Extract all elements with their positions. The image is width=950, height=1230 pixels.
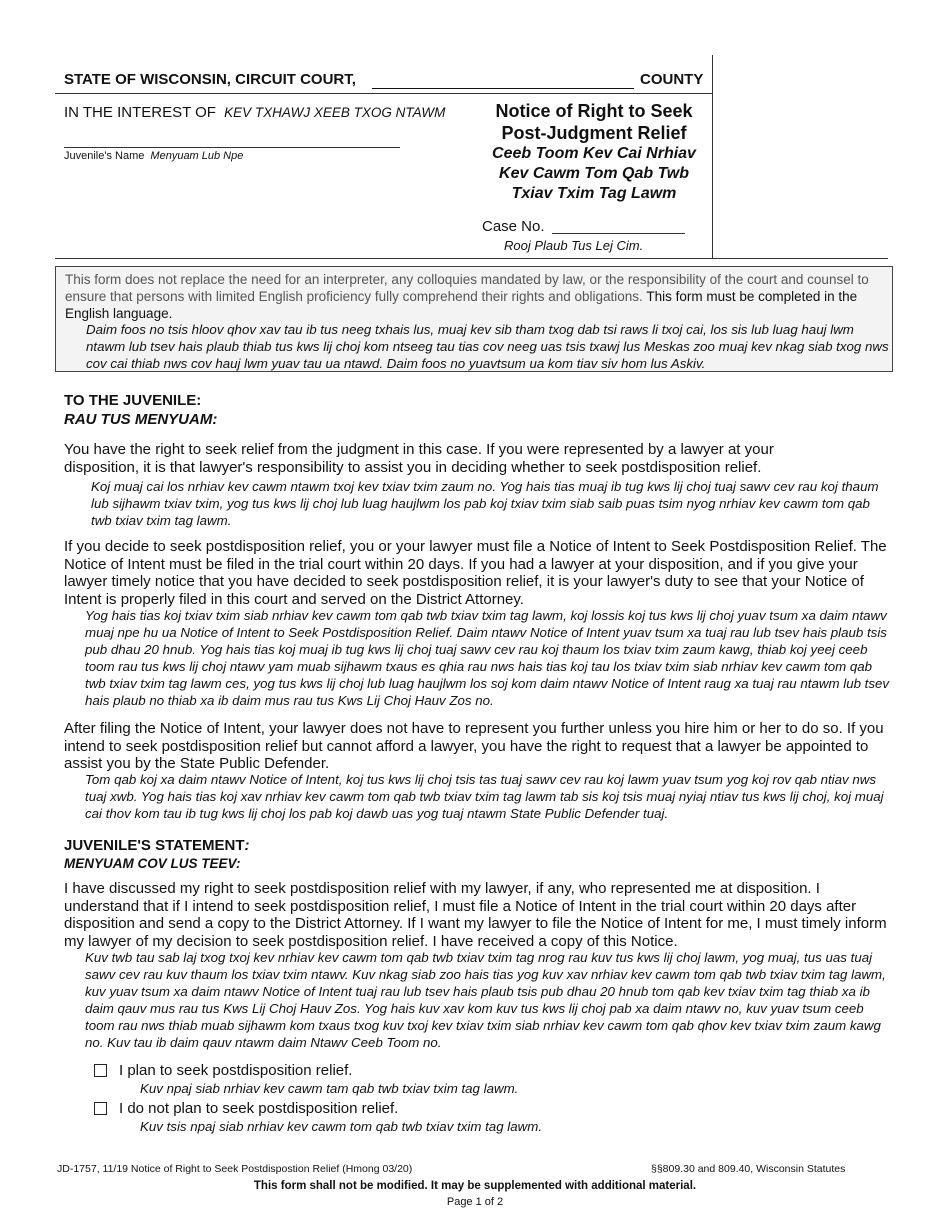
county-label: COUNTY xyxy=(640,71,704,88)
statement-heading-hmong: MENYUAM COV LUS TEEV: xyxy=(64,856,241,871)
statement-heading-colon: : xyxy=(244,837,250,854)
to-juvenile-heading: TO THE JUVENILE: xyxy=(64,392,202,409)
interest-label-hmong: KEV TXHAWJ XEEB TXOG NTAWM xyxy=(224,105,446,120)
statement-heading xyxy=(64,837,250,854)
header-top-rule xyxy=(55,93,712,94)
paragraph-3-hmong: Tom qab koj xa daim ntawv Notice of Intent, koj tus kws lij choj tsis tas tuaj sawv cev rau koj lawm yuav tsum yog koj rov qab ntiav nws tuaj xwb. Yog hais tias koj xav nrhiav kev cawm tom qab twb txiav txim tag lawm tab sis koj tsis muaj nyiaj ntiav tus kws lij choj, koj muaj cai thov kom tau ib tug kws lij choj los pab koj dawb uas yog tuaj ntawm State Public Defender tuaj. xyxy=(85,772,884,821)
paragraph-3: After filing the Notice of Intent, your lawyer does not have to represent you further unless you hire him or her to do so. If you intend to seek postdisposition relief but cannot afford a lawyer, you have the right to request that a lawyer be appointed to assist you by the State Public Defender. xyxy=(64,720,884,772)
option-plan-to-seek-hmong: Kuv npaj siab nrhiav kev cawm tam qab twb txiav txim tag lawm. xyxy=(140,1081,519,1096)
statement-paragraph-hmong: Kuv twb tau sab laj txog txoj kev nrhiav kev cawm tom qab twb txiav txim tag nrog rau kuv tus kws lij choj lawm, yog muaj, tus uas tuaj sawv cev rau kuv thaum los txiav txim ntawv. Kuv nkag siab zoo hais tias yog kuv xav nrhiav kev cawm tom qab twb txiav txim tag lawm, kuv yuav tsum xa daim ntawv Notice of Intent tuaj rau lub tsev hais plaub tsis pub dhau 20 hnub tom qab kev txiav txim tag thiab xa ib daim qauv mus rau tus Kws Lij Choj Hauv Zos. Yog hais kuv xav kom kuv tus kws lij choj pab xa daim ntawv no, kuv yuav tsum ceeb toom rau nws thiab muab sijhawm kom txaus txog kuv txoj kev txiav txim siab nrhiav kev cawm tom qab qhov kev txiav txim zaum kawg no. Kuv tau ib daim qauv ntawm daim Ntawv Ceeb Toom no. xyxy=(85,950,886,1050)
interest-label-en: IN THE INTEREST OF xyxy=(64,104,216,121)
paragraph-2-hmong: Yog hais tias koj txiav txim siab nrhiav kev cawm tom qab twb txiav txim tag lawm, koj lossis koj tus kws lij choj yuav tsum xa daim ntawv muaj npe hu ua Notice of Intent to Seek Postdisposition Relief. Daim ntawv Notice of Intent yuav tsum xa tuaj rau lub tsev hais plaub tsis pub dhau 20 hnub. Yog hais tias koj muaj ib tug kws lij choj tuaj sawv cev rau koj thaum los txiav txim zaum kawg, thiab koj yeej ceeb toom rau tus kws lij choj ntawv yam muab sijhawm txaus es qhia rau nws hais tias koj tau los txiav txim siab nrhiav kev cawm tom qab twb txiav txim tag lawm ces, yog tus kws lij choj lub luag haujlwm los soj kom daim ntawv Notice of Intent raug xa tuaj rau ntawm lub tsev hais plaub no thiab xa ib daim mus rau tus Kws Lij Choj Hauv Zos no. xyxy=(85,608,890,708)
juvenile-name-label xyxy=(64,150,243,162)
court-name-blank[interactable] xyxy=(372,88,634,89)
footer-statutes: §§809.30 and 809.40, Wisconsin Statutes xyxy=(651,1163,846,1175)
interpreter-notice-box xyxy=(55,266,893,372)
notice-english-gray: This form does not replace the need for an interpreter, any colloquies mandated by law, or the responsibility of the court and counsel to ensure that persons with limited English proficiency fully comprehend their rights and obligations. xyxy=(65,272,869,304)
option-not-plan-to-seek-hmong: Kuv tsis npaj siab nrhiav kev cawm tom qab twb txiav txim tag lawm. xyxy=(140,1119,543,1134)
option-not-plan-to-seek: I do not plan to seek postdisposition relief. xyxy=(119,1100,399,1117)
juvenile-name-blank[interactable] xyxy=(64,147,400,148)
plan-to-seek-checkbox[interactable] xyxy=(94,1064,107,1077)
footer-page-number: Page 1 of 2 xyxy=(446,1196,504,1208)
notice-english xyxy=(65,271,887,322)
header-bottom-rule xyxy=(55,258,888,259)
paragraph-1-hmong: Koj muaj cai los nrhiav kev cawm ntawm txoj kev txiav txim zaum no. Yog hais tias muaj ib tug kws lij choj tuaj sawv cev rau koj thaum lub sijhawm txiav txim, yog tus kws lij choj lub luag haujlwm los pab koj txiav txim siab saib puas tsim nyog nrhiav kev cawm tom qab twb txiav txim tag lawm. xyxy=(91,479,879,528)
juvenile-name-label-hmong: Menyuam Lub Npe xyxy=(150,150,244,162)
statement-heading-text: JUVENILE'S STATEMENT xyxy=(64,837,245,854)
title-hmong-line-2: Kev Cawm Tom Qab Twb xyxy=(499,165,689,182)
paragraph-1: You have the right to seek relief from the judgment in this case. If you were represented by a lawyer at your disposition, it is that lawyer's responsibility to assist you in deciding whether to seek postdisposition relief. xyxy=(64,441,774,476)
case-no-blank[interactable] xyxy=(552,233,685,234)
to-juvenile-heading-hmong: RAU TUS MENYUAM: xyxy=(64,411,218,428)
case-no-label: Case No. xyxy=(482,218,545,235)
case-no-hmong: Rooj Plaub Tus Lej Cim. xyxy=(504,238,644,253)
notice-hmong: Daim foos no tsis hloov qhov xav tau ib tus neeg txhais lus, muaj kev sib tham txog dab tsi raws li txoj cai, los sis lub luag hauj lwm ntawm lub tsev hais plaub thiab tus kws lij choj kom ntseeg tau tias cov neeg uas tsis txawj lus Meskas zoo muaj kev nkag siab txog nws cov cai thiab nws cov hauj lwm yuav tau ua ntawd. Daim foos no yuavtsum ua kom tiav siv hom lus Askiv. xyxy=(86,322,889,371)
statement-paragraph: I have discussed my right to seek postdisposition relief with my lawyer, if any, who represented me at disposition. I understand that if I intend to seek postdisposition relief, I must file a Notice of Intent in the trial court within 20 days after disposition and send a copy to the District Attorney. If I want my lawyer to file the Notice of Intent for me, I must timely inform my lawyer of my decision to seek postdisposition relief. I have received a copy of this Notice. xyxy=(64,880,887,950)
title-line-2: Post-Judgment Relief xyxy=(501,123,687,143)
paragraph-2: If you decide to seek postdisposition relief, you or your lawyer must file a Notice of Intent to Seek Postdisposition Relief. The Notice of Intent must be filed in the trial court within 20 days. If you had a lawyer at your disposition, and if you give your lawyer timely notice that you have decided to seek postdisposition relief, it is your lawyer's duty to see that your Notice of Intent is properly filed in this court and served on the District Attorney. xyxy=(64,538,887,608)
notice-english-black: This form must be completed in the English language. xyxy=(65,289,858,321)
title-hmong-line-3: Txiav Txim Tag Lawm xyxy=(511,185,677,202)
form-title xyxy=(470,100,718,204)
juvenile-name-label-en: Juvenile's Name xyxy=(64,150,145,162)
interest-label xyxy=(64,104,445,121)
court-line: STATE OF WISCONSIN, CIRCUIT COURT, xyxy=(64,71,356,88)
option-plan-to-seek: I plan to seek postdisposition relief. xyxy=(119,1062,353,1079)
footer-form-id: JD-1757, 11/19 Notice of Right to Seek Postdispostion Relief (Hmong 03/20) xyxy=(57,1163,413,1175)
title-line-1: Notice of Right to Seek xyxy=(495,101,693,121)
footer-warning: This form shall not be modified. It may be supplemented with additional material. xyxy=(253,1180,697,1192)
not-plan-to-seek-checkbox[interactable] xyxy=(94,1102,107,1115)
title-hmong-line-1: Ceeb Toom Kev Cai Nrhiav xyxy=(492,145,696,162)
